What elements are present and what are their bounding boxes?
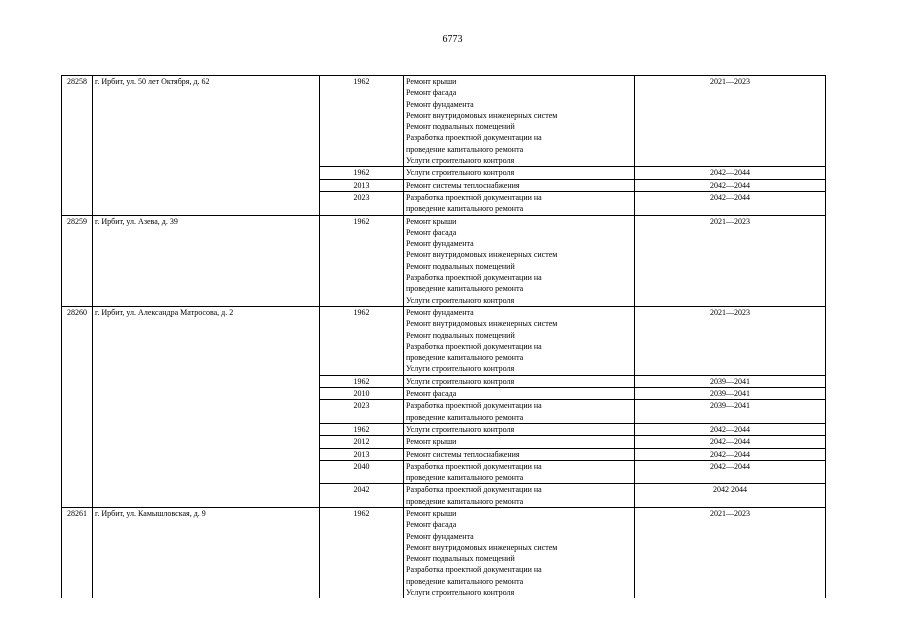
work-type-line: Разработка проектной документации на bbox=[406, 341, 542, 351]
planned-period-cell: 2042—2044 bbox=[635, 460, 826, 484]
work-type-line: проведение капитального ремонта bbox=[406, 473, 524, 483]
work-type-line: Ремонт подвальных помещений bbox=[406, 261, 515, 271]
table-body bbox=[62, 76, 826, 599]
work-type-line: Ремонт фундамента bbox=[406, 307, 474, 317]
work-type-line: Разработка проектной документации на bbox=[406, 485, 542, 495]
work-type-line: Разработка проектной документации на bbox=[406, 401, 542, 411]
year-cell: 2013 bbox=[320, 179, 404, 191]
planned-period-cell: 2021—2023 bbox=[635, 76, 826, 167]
planned-period-cell: 2042—2044 bbox=[635, 448, 826, 460]
planned-period-cell: 2021—2023 bbox=[635, 215, 826, 306]
planned-period-cell: 2039—2041 bbox=[635, 375, 826, 387]
planned-period-cell: 2039—2041 bbox=[635, 388, 826, 400]
work-type-cell bbox=[404, 423, 635, 435]
planned-period-cell: 2021—2023 bbox=[635, 507, 826, 598]
work-type-cell bbox=[404, 484, 635, 508]
record-number: 28258 bbox=[62, 76, 93, 216]
work-type-line: Ремонт фундамента bbox=[406, 99, 474, 109]
planned-period-cell: 2039—2041 bbox=[635, 400, 826, 424]
work-type-line: Ремонт фасада bbox=[406, 88, 457, 98]
work-type-line: Ремонт внутридомовых инженерных систем bbox=[406, 110, 558, 120]
planned-period-cell: 2042 2044 bbox=[635, 484, 826, 508]
work-type-line: проведение капитального ремонта bbox=[406, 204, 524, 214]
work-type-line: Услуги строительного контроля bbox=[406, 156, 515, 166]
year-cell: 1962 bbox=[320, 423, 404, 435]
work-type-line: проведение капитального ремонта bbox=[406, 284, 524, 294]
work-type-line: Ремонт крыши bbox=[406, 77, 457, 86]
record-number: 28260 bbox=[62, 306, 93, 507]
planned-period-cell: 2042—2044 bbox=[635, 423, 826, 435]
year-cell: 2023 bbox=[320, 191, 404, 215]
building-address: г. Ирбит, ул. Камышловская, д. 9 bbox=[93, 507, 320, 598]
work-type-cell bbox=[404, 191, 635, 215]
work-type-line: Разработка проектной документации на bbox=[406, 461, 542, 471]
work-type-line: Ремонт внутридомовых инженерных систем bbox=[406, 542, 558, 552]
work-type-line: проведение капитального ремонта bbox=[406, 576, 524, 586]
work-type-line: Услуги строительного контроля bbox=[406, 168, 515, 178]
year-cell: 2010 bbox=[320, 388, 404, 400]
work-type-line: проведение капитального ремонта bbox=[406, 496, 524, 506]
work-type-line: Ремонт фундамента bbox=[406, 531, 474, 541]
work-type-line: Ремонт внутридомовых инженерных систем bbox=[406, 319, 558, 329]
year-cell: 1962 bbox=[320, 167, 404, 179]
planned-period-cell: 2042—2044 bbox=[635, 179, 826, 191]
year-cell: 1962 bbox=[320, 215, 404, 306]
planned-period-cell: 2042—2044 bbox=[635, 436, 826, 448]
table-row bbox=[62, 507, 826, 598]
work-type-cell bbox=[404, 507, 635, 598]
work-type-line: Услуги строительного контроля bbox=[406, 424, 515, 434]
table-row bbox=[62, 76, 826, 167]
work-type-cell bbox=[404, 306, 635, 375]
year-cell: 2042 bbox=[320, 484, 404, 508]
work-type-cell bbox=[404, 460, 635, 484]
planned-period-cell: 2021—2023 bbox=[635, 306, 826, 375]
year-cell: 2013 bbox=[320, 448, 404, 460]
work-type-line: Разработка проектной документации на bbox=[406, 133, 542, 143]
work-type-line: Ремонт внутридомовых инженерных систем bbox=[406, 250, 558, 260]
work-type-cell bbox=[404, 375, 635, 387]
year-cell: 1962 bbox=[320, 507, 404, 598]
work-type-line: Ремонт фасада bbox=[406, 520, 457, 530]
year-cell: 2040 bbox=[320, 460, 404, 484]
work-type-line: Ремонт подвальных помещений bbox=[406, 330, 515, 340]
planned-period-cell: 2042—2044 bbox=[635, 167, 826, 179]
work-type-line: Разработка проектной документации на bbox=[406, 273, 542, 283]
record-number: 28261 bbox=[62, 507, 93, 598]
work-type-cell bbox=[404, 448, 635, 460]
building-address: г. Ирбит, ул. Александра Матросова, д. 2 bbox=[93, 306, 320, 507]
work-type-line: Ремонт системы теплоснабжения bbox=[406, 449, 520, 459]
work-type-cell bbox=[404, 400, 635, 424]
year-cell: 1962 bbox=[320, 306, 404, 375]
work-type-line: проведение капитального ремонта bbox=[406, 353, 524, 363]
work-type-line: Ремонт крыши bbox=[406, 216, 457, 226]
repair-schedule-table bbox=[61, 75, 826, 598]
work-type-cell bbox=[404, 76, 635, 167]
work-type-cell bbox=[404, 167, 635, 179]
year-cell: 2023 bbox=[320, 400, 404, 424]
work-type-line: Услуги строительного контроля bbox=[406, 364, 515, 374]
work-type-line: Разработка проектной документации на bbox=[406, 192, 542, 202]
year-cell: 2012 bbox=[320, 436, 404, 448]
work-type-line: Ремонт подвальных помещений bbox=[406, 554, 515, 564]
work-type-line: Услуги строительного контроля bbox=[406, 376, 515, 386]
work-type-cell bbox=[404, 179, 635, 191]
work-type-line: Разработка проектной документации на bbox=[406, 565, 542, 575]
work-type-line: Ремонт системы теплоснабжения bbox=[406, 180, 520, 190]
work-type-line: Ремонт крыши bbox=[406, 437, 457, 447]
work-type-line: Ремонт фундамента bbox=[406, 239, 474, 249]
work-type-line: Ремонт фасада bbox=[406, 227, 457, 237]
work-type-cell bbox=[404, 215, 635, 306]
building-address: г. Ирбит, ул. Азева, д. 39 bbox=[93, 215, 320, 306]
work-type-line: проведение капитального ремонта bbox=[406, 144, 524, 154]
page-number: 6773 bbox=[442, 34, 463, 45]
building-address: г. Ирбит, ул. 50 лет Октября, д. 62 bbox=[93, 76, 320, 216]
work-type-line: Ремонт крыши bbox=[406, 508, 457, 518]
work-type-line: проведение капитального ремонта bbox=[406, 412, 524, 422]
table-row bbox=[62, 306, 826, 375]
work-type-line: Услуги строительного контроля bbox=[406, 588, 515, 598]
work-type-line: Услуги строительного контроля bbox=[406, 295, 515, 305]
year-cell: 1962 bbox=[320, 76, 404, 167]
record-number: 28259 bbox=[62, 215, 93, 306]
work-type-line: Ремонт подвальных помещений bbox=[406, 122, 515, 132]
table-row bbox=[62, 215, 826, 306]
work-type-cell bbox=[404, 388, 635, 400]
work-type-cell bbox=[404, 436, 635, 448]
planned-period-cell: 2042—2044 bbox=[635, 191, 826, 215]
year-cell: 1962 bbox=[320, 375, 404, 387]
work-type-line: Ремонт фасада bbox=[406, 389, 457, 399]
